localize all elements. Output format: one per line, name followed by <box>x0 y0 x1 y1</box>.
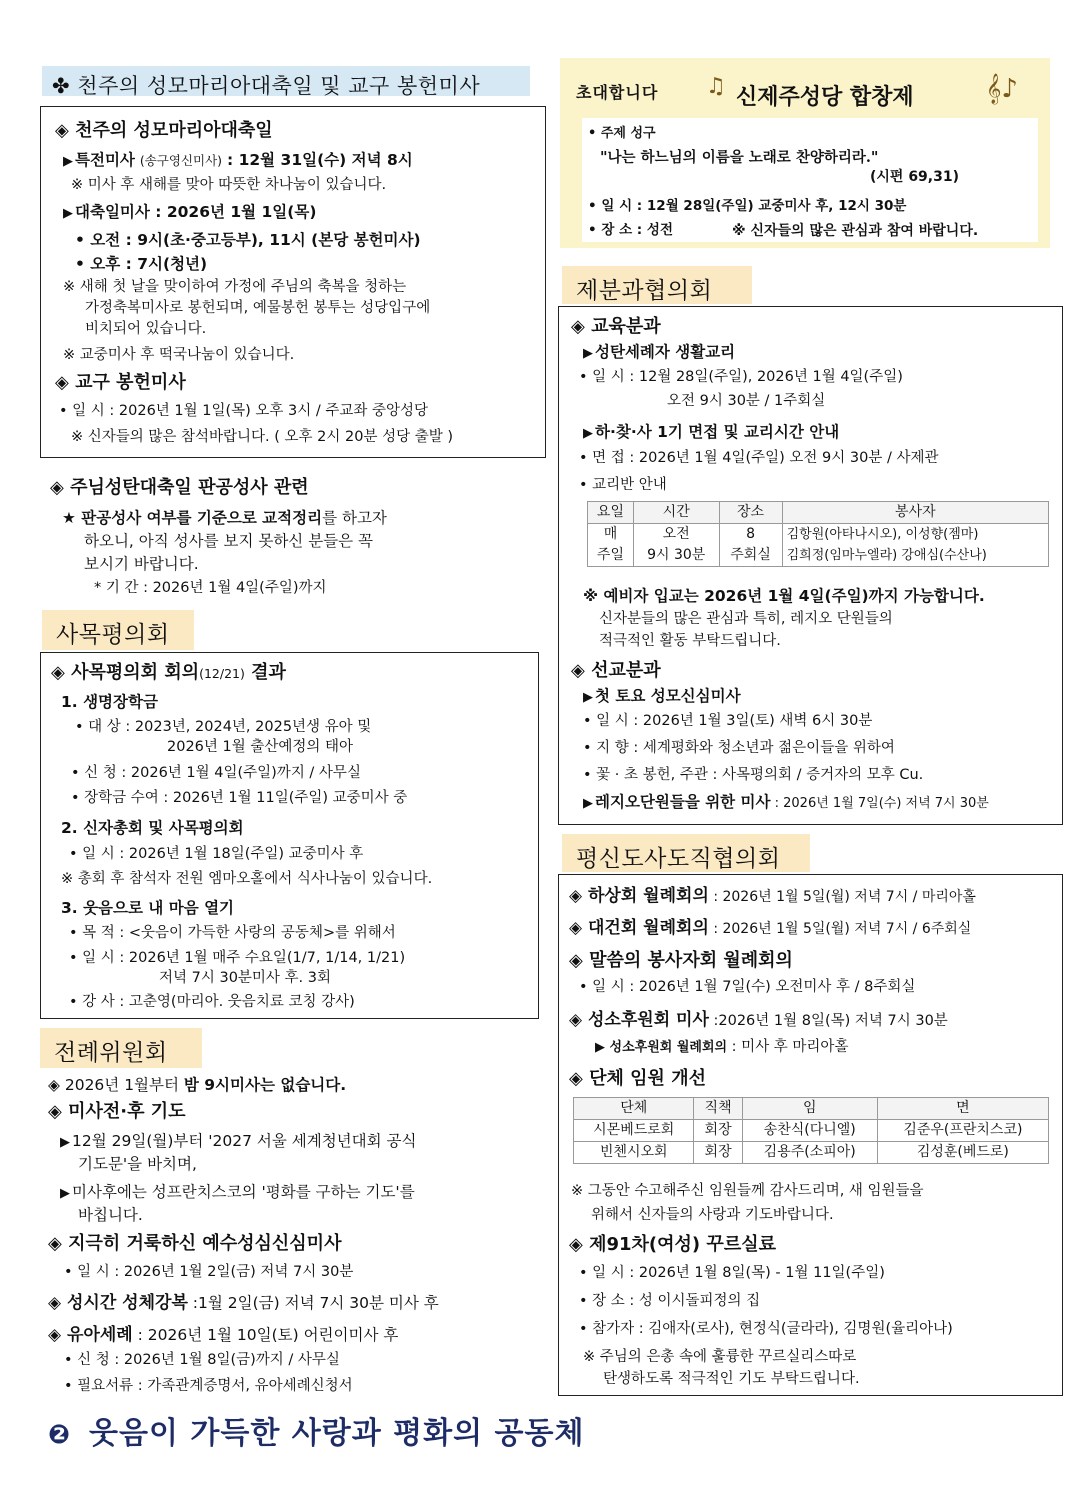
am-mass: • 오전 : 9시(초·중고등부), 11시 (본당 봉헌미사) <box>75 231 421 249</box>
diocese-mass-note: ※ 신자들의 많은 참석바랍니다. ( 오후 2시 20분 성당 출발 ) <box>71 429 453 445</box>
invite-ref: (시편 69,31) <box>870 169 960 185</box>
section-header-laity: 평신도사도직협의회 <box>562 834 810 872</box>
eve-note: ※ 미사 후 새해를 맞아 따뜻한 차나눔이 있습니다. <box>71 177 387 193</box>
pastoral-line: • 장학금 수여 : 2026년 1월 11일(주일) 교중미사 중 <box>71 790 408 806</box>
invite-note: ※ 신자들의 많은 관심과 참여 바랍니다. <box>732 223 979 239</box>
pastoral-item: 3. 웃음으로 내 마음 열기 <box>61 899 235 917</box>
liturgy-heading: ◈ 지극히 거룩하신 예수성심신심미사 <box>48 1232 341 1256</box>
edu-note: 신자분들의 많은 관심과 특히, 레지오 단원들의 <box>599 611 893 627</box>
invite-where: • 장 소 : 성전 <box>588 222 673 238</box>
laity-line: ▶ 성소후원회 월례회의 : 미사 후 마리아홀 <box>595 1039 849 1055</box>
laity-line: ◈ 성소후원회 미사 :2026년 1월 8일(목) 저녁 7시 30분 <box>569 1009 948 1032</box>
edu-line: • 면 접 : 2026년 1월 4일(주일) 오전 9시 30분 / 사제관 <box>579 450 939 466</box>
confession-line: 보시기 바랍니다. <box>84 555 199 573</box>
pastoral-line: 2026년 1월 출산예정의 태아 <box>167 739 354 755</box>
choir-invitation <box>560 58 1050 248</box>
liturgy-line: 기도문'을 바치며, <box>78 1155 197 1173</box>
note-line: ※ 새해 첫 날을 맞이하여 가정에 주님의 축복을 청하는 <box>63 279 407 295</box>
laity-line: ◈ 대건회 월례회의 : 2026년 1월 5일(월) 저녁 7시 / 6주회실 <box>569 917 971 940</box>
laity-heading: ◈ 제91차(여성) 꾸르실료 <box>569 1233 776 1257</box>
laity-line: • 장 소 : 성 이시돌피정의 집 <box>579 1293 761 1309</box>
eve-mass: ▶ 특전미사 (송구영신미사) : 12월 31일(수) 저녁 8시 <box>63 149 413 173</box>
laity-note: ※ 주님의 은총 속에 훌륭한 꾸르실리스따로 <box>583 1349 857 1365</box>
liturgy-line: • 일 시 : 2026년 1월 2일(금) 저녁 7시 30분 <box>64 1264 354 1280</box>
laity-note: 탄생하도록 적극적인 기도 부탁드립니다. <box>603 1371 860 1387</box>
note-line: 비치되어 있습니다. <box>85 321 207 337</box>
section-header-committees: 제분과협의회 <box>562 266 752 304</box>
confession-line: ★ 판공성사 여부를 기준으로 교적정리를 하고자 <box>62 509 387 527</box>
laity-line: • 참가자 : 김애자(로사), 현정식(글라라), 김명원(율리아나) <box>579 1321 953 1337</box>
edu-title: ◈ 교육분과 <box>571 315 661 339</box>
note-line: 가정축복미사로 봉헌되며, 예물봉헌 봉투는 성당입구에 <box>85 300 431 316</box>
invite-title: 신제주성당 합창제 <box>736 85 914 110</box>
liturgy-line: ◈ 성시간 성체강복 :1월 2일(금) 저녁 7시 30분 미사 후 <box>48 1292 439 1314</box>
pastoral-line: • 강 사 : 고춘영(마리아. 웃음치료 코칭 강사) <box>69 994 355 1010</box>
invite-lead: 초대합니다 <box>576 83 659 102</box>
edu-item: ▶ 성탄세례자 생활교리 <box>583 341 735 365</box>
laity-note: 위해서 신자들의 사랑과 기도바랍니다. <box>591 1207 834 1223</box>
edu-item: ▶ 하·찾·사 1기 면접 및 교리시간 안내 <box>583 421 839 445</box>
pastoral-item: 1. 생명장학금 <box>61 693 158 711</box>
class-table <box>587 501 1049 567</box>
music-note-icon: ♫ <box>706 74 726 99</box>
table-row: 빈첸시오회 회장 김용주(소피아) 김성훈(베드로) <box>574 1142 1049 1164</box>
invite-quote: "나는 하느님의 이름을 노래로 찬양하리라." <box>600 149 879 166</box>
laity-line: • 일 시 : 2026년 1월 8일(목) - 1월 11일(주일) <box>579 1265 885 1281</box>
mission-line: • 지 향 : 세계평화와 청소년과 젊은이들을 위하여 <box>583 740 895 756</box>
table-row: 매 주일 오전 9시 30분 8 주회실 김항원(아타나시오), 이성향(젬마) 김희정(임마누엘라) 강애심(수산나) <box>588 524 1049 567</box>
liturgy-line: ◈ 유아세례 : 2026년 1월 10일(토) 어린이미사 후 <box>48 1324 398 1346</box>
pastoral-item: 2. 신자총회 및 사목평의회 <box>61 819 244 837</box>
table-row: 시몬베드로회 회장 송찬식(다니엘) 김준우(프란치스코) <box>574 1120 1049 1142</box>
treble-clef-icon: 𝄞♪ <box>986 74 1018 104</box>
section-header-liturgy: 전례위원회 <box>40 1028 202 1068</box>
clover-icon: ✤ <box>52 74 78 98</box>
laity-box <box>558 874 1063 1396</box>
footer-slogan: ❷ 웃음이 가득한 사랑과 평화의 공동체 <box>48 1416 585 1451</box>
mission-line: • 일 시 : 2026년 1월 3일(토) 새벽 6시 30분 <box>583 713 873 729</box>
edu-line: • 교리반 안내 <box>579 477 667 493</box>
pastoral-box <box>40 652 539 1019</box>
liturgy-line: • 필요서류 : 가족관계증명서, 유아세례신청서 <box>64 1378 353 1394</box>
table-header: 시간 <box>633 502 719 524</box>
table-header: 요일 <box>588 502 634 524</box>
edu-line: 오전 9시 30분 / 1주회실 <box>667 393 826 409</box>
liturgy-line: • 신 청 : 2026년 1월 8일(금)까지 / 사무실 <box>64 1352 340 1368</box>
pm-mass: • 오후 : 7시(청년) <box>75 255 208 273</box>
invite-body <box>582 118 1038 242</box>
page-number: ❷ <box>48 1420 72 1450</box>
mission-item: ▶ 첫 토요 성모신심미사 <box>583 685 741 709</box>
confession-title: ◈ 주님성탄대축일 판공성사 관련 <box>50 476 309 500</box>
invite-when: • 일 시 : 12월 28일(주일) 교중미사 후, 12시 30분 <box>588 198 907 214</box>
committees-box <box>558 306 1063 825</box>
laity-line: • 일 시 : 2026년 1월 7일(수) 오전미사 후 / 8주회실 <box>579 979 916 995</box>
note-line: ※ 교중미사 후 떡국나눔이 있습니다. <box>63 347 295 363</box>
table-header: 단체 <box>574 1098 694 1120</box>
invite-theme: • 주제 성구 <box>588 126 656 141</box>
mission-line: ▶ 레지오단원들을 위한 미사 : 2026년 1월 7일(수) 저녁 7시 30분 <box>583 791 989 815</box>
pastoral-line: • 신 청 : 2026년 1월 4일(주일)까지 / 사무실 <box>71 765 361 781</box>
confession-period: * 기 간 : 2026년 1월 4일(주일)까지 <box>94 580 327 596</box>
pastoral-line: • 목 적 : <웃음이 가득한 사랑의 공동체>를 위해서 <box>69 925 396 941</box>
liturgy-line: ▶ 12월 29일(월)부터 '2027 서울 세계청년대회 공식 <box>60 1130 416 1154</box>
mission-line: • 꽃 · 초 봉헌, 주관 : 사목평의회 / 증거자의 모후 Cu. <box>583 767 924 783</box>
laity-heading: ◈ 말씀의 봉사자회 월례회의 <box>569 949 793 973</box>
diocese-mass-when: • 일 시 : 2026년 1월 1일(목) 오후 3시 / 주교좌 중앙성당 <box>59 403 429 419</box>
assumption-title: ◈ 천주의 성모마리아대축일 <box>55 119 273 143</box>
diocese-mass-title: ◈ 교구 봉헌미사 <box>55 371 186 395</box>
edu-line: • 일 시 : 12월 28일(주일), 2026년 1월 4일(주일) <box>579 369 903 385</box>
confession-line: 하오니, 아직 성사를 보지 못하신 분들은 꼭 <box>84 532 374 550</box>
assumption-box <box>40 106 546 458</box>
pastoral-line: ※ 총회 후 참석자 전원 엠마오홀에서 식사나눔이 있습니다. <box>61 871 433 887</box>
table-header: 직책 <box>694 1098 742 1120</box>
table-header: 임 <box>742 1098 877 1120</box>
pastoral-line: • 일 시 : 2026년 1월 매주 수요일(1/7, 1/14, 1/21) <box>69 950 406 966</box>
table-header: 면 <box>877 1098 1048 1120</box>
officers-table <box>573 1097 1049 1164</box>
section-header-assumption: ✤ 천주의 성모마리아대축일 및 교구 봉헌미사 <box>42 66 530 96</box>
pastoral-line: • 대 상 : 2023년, 2024년, 2025년생 유아 및 <box>75 719 372 735</box>
day-mass: ▶ 대축일미사 : 2026년 1월 1일(목) <box>63 201 316 225</box>
liturgy-line: ◈ 2026년 1월부터 밤 9시미사는 없습니다. <box>48 1076 347 1094</box>
liturgy-line: ▶ 미사후에는 성프란치스코의 '평화를 구하는 기도'를 <box>60 1181 415 1205</box>
section-header-pastoral: 사목평의회 <box>42 610 194 650</box>
laity-note: ※ 그동안 수고해주신 임원들께 감사드리며, 새 임원들을 <box>571 1183 924 1199</box>
liturgy-heading: ◈ 미사전·후 기도 <box>48 1100 186 1124</box>
edu-note: ※ 예비자 입교는 2026년 1월 4일(주일)까지 가능합니다. <box>583 587 985 605</box>
mission-title: ◈ 선교분과 <box>571 659 661 683</box>
liturgy-line: 바칩니다. <box>78 1206 143 1224</box>
pastoral-line: • 일 시 : 2026년 1월 18일(주일) 교중미사 후 <box>69 846 364 862</box>
table-header: 봉사자 <box>782 502 1048 524</box>
table-header: 장소 <box>719 502 782 524</box>
pastoral-title: ◈ 사목평의회 회의(12/21) 결과 <box>51 661 286 686</box>
pastoral-line: 저녁 7시 30분미사 후. 3회 <box>159 970 332 986</box>
laity-heading: ◈ 단체 임원 개선 <box>569 1067 706 1091</box>
laity-line: ◈ 하상회 월례회의 : 2026년 1월 5일(월) 저녁 7시 / 마리아홀 <box>569 885 976 908</box>
edu-note: 적극적인 활동 부탁드립니다. <box>599 633 781 649</box>
